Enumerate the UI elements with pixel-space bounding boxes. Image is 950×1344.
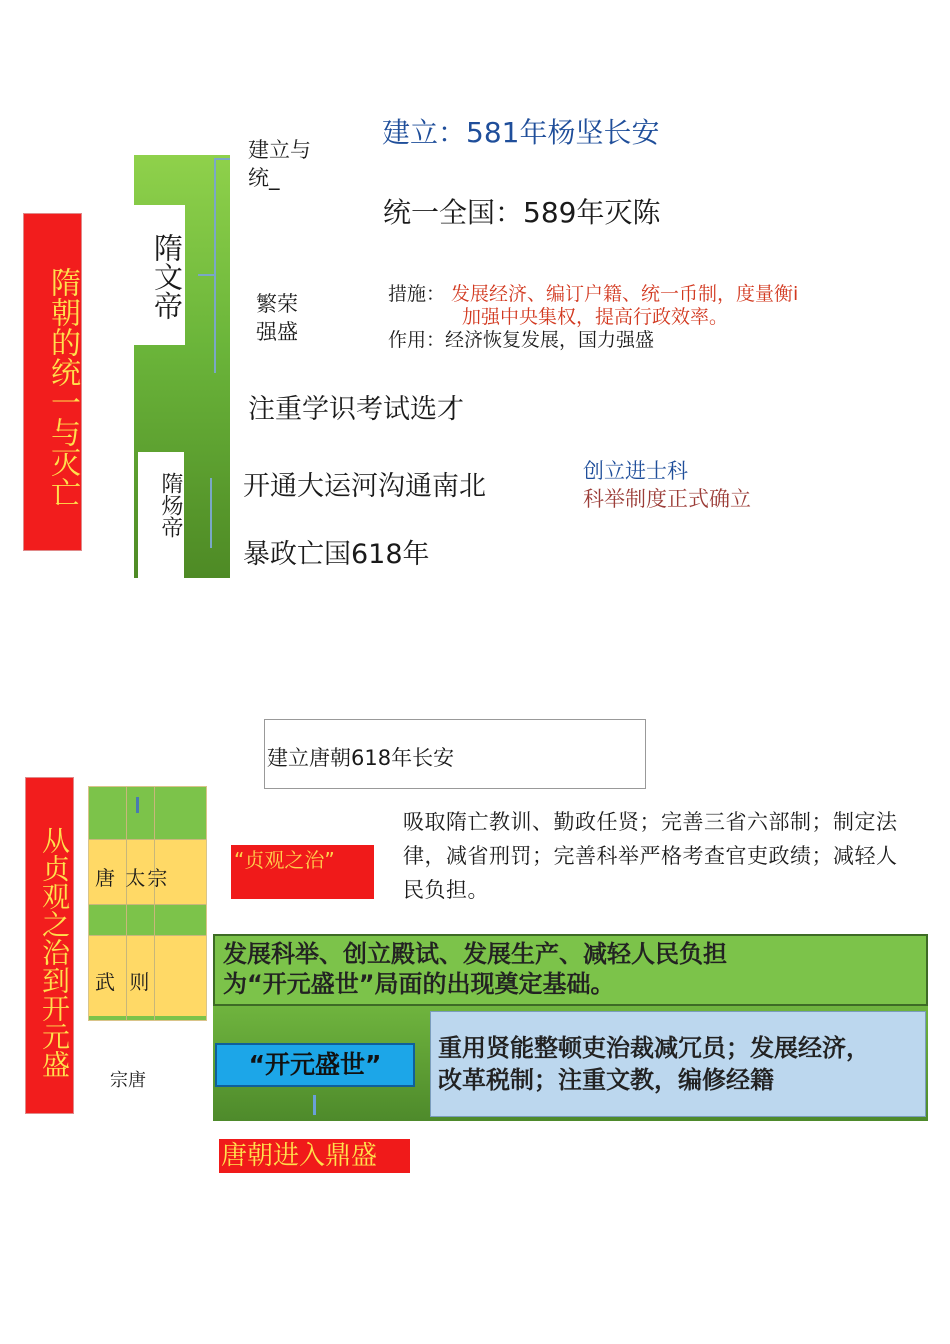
- zhenguan-text: 吸取隋亡教训、勤政任贤；完善三省六部制；制定法律，减省刑罚；完善科举严格考查官吏政绩；减轻人民负担。: [403, 810, 898, 902]
- measures-line1: 发展经济、编订户籍、统一币制，度量衡i: [451, 283, 799, 305]
- jinshi-text: 创立进士科: [583, 459, 688, 483]
- sui-unify: 统一全国：589年灭陈: [383, 196, 661, 229]
- kaiyuan-badge: [215, 1043, 415, 1087]
- grid-green-top: [89, 787, 206, 839]
- grid-green-mid: [89, 905, 206, 935]
- measures-line2: 加强中央集权，提高行政效率。: [462, 306, 729, 328]
- kaiyuan-box: [430, 1011, 926, 1117]
- tang-found-text: 建立唐朝618年长安: [267, 746, 455, 770]
- grid-hline-1: [89, 839, 206, 840]
- kaiyuan-text-line2: 改革税制；注重文教，编修经籍: [438, 1066, 774, 1094]
- brace-lower: [210, 478, 212, 548]
- xuanzong-label: 宗唐: [110, 1070, 146, 1091]
- sui-establish: 建立：581年杨坚长安: [382, 116, 660, 149]
- sui-vertical-title: 隋朝的统一与灭亡: [23, 213, 82, 551]
- zhenguan-badge: [231, 845, 374, 899]
- brace-upper: [214, 158, 216, 373]
- grid-green-bot: [89, 1016, 206, 1020]
- measures-label: 措施：: [388, 283, 446, 305]
- grid-tick: [136, 797, 139, 813]
- effect-text: 作用：经济恢复发展，国力强盛: [388, 329, 655, 351]
- wuze-label: 武 则: [95, 970, 154, 994]
- tyranny-text: 暴政亡国618年: [243, 539, 430, 570]
- brace-upper-mid: [198, 274, 215, 276]
- branch-prosper: 繁荣强盛: [256, 292, 298, 344]
- grid-hline-3: [89, 935, 206, 936]
- peak-badge: [219, 1139, 410, 1173]
- wuze-text-line2: 为“开元盛世”局面的出现奠定基础。: [223, 970, 615, 998]
- canal-text: 开通大运河沟通南北: [243, 471, 486, 502]
- taizong-label: 唐 太宗: [95, 866, 170, 890]
- tang-vertical-title: 从贞观之治到开元盛: [25, 777, 74, 1114]
- kaiyuan-text-line1: 重用贤能整顿吏治裁减冗员；发展经济，: [438, 1034, 870, 1062]
- wuze-text-line1: 发展科举、创立殿试、发展生产、减轻人民负担: [223, 940, 727, 968]
- wuze-box: [213, 934, 928, 1006]
- wendi-label: 隋文帝: [134, 205, 185, 345]
- zhenguan-badge-text: “贞观之治”: [234, 848, 335, 872]
- brace-upper-top: [214, 158, 230, 160]
- yangdi-label: 隋炀帝: [138, 452, 184, 578]
- grid-hline-2: [89, 904, 206, 905]
- exam-text: 注重学识考试选才: [248, 394, 464, 425]
- xuanzong-label-clip: [110, 1066, 160, 1091]
- kaiyuan-badge-text: “开元盛世”: [248, 1050, 382, 1079]
- kaiyuan-tick: [313, 1095, 316, 1115]
- branch-establish: 建立与统_: [248, 138, 311, 190]
- tang-found-box: [264, 719, 646, 789]
- peak-badge-text: 唐朝进入鼎盛: [221, 1141, 378, 1171]
- keju-text: 科举制度正式确立: [583, 487, 751, 511]
